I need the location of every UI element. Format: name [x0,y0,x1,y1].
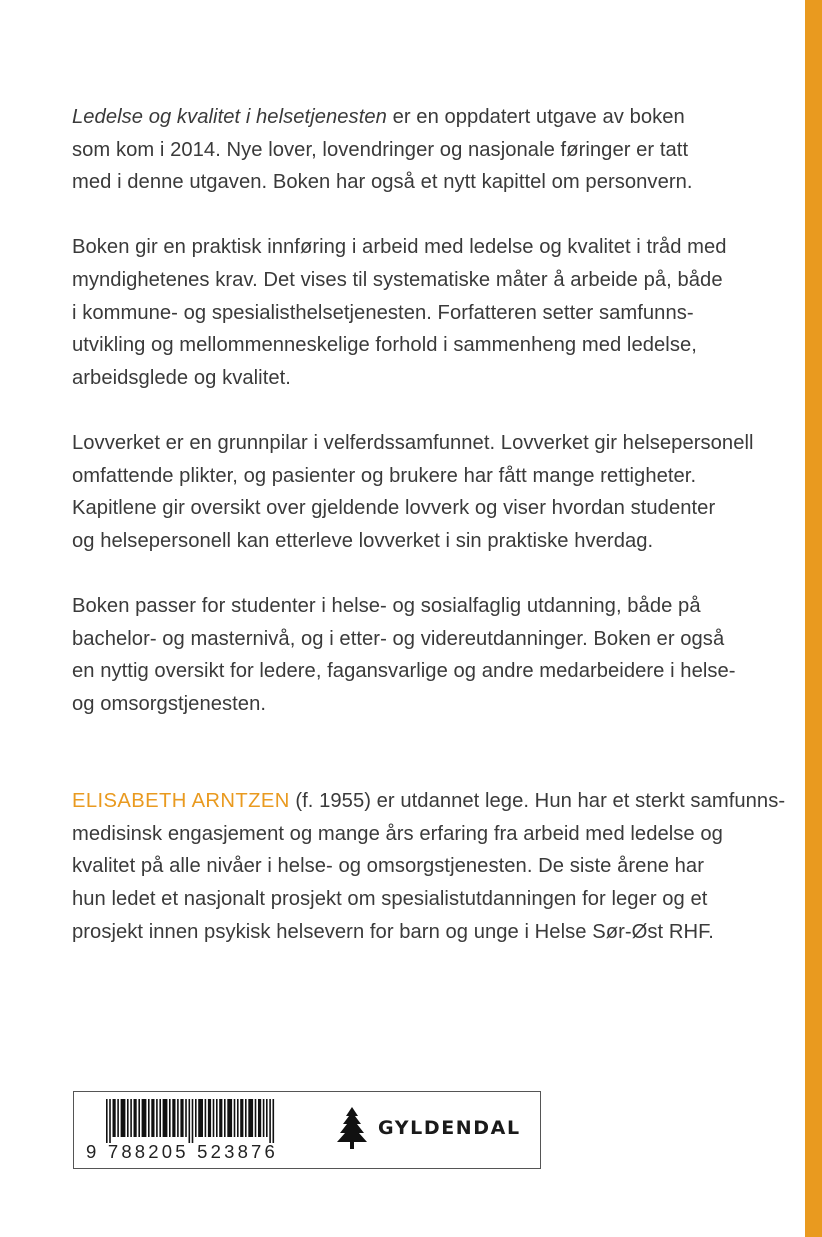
blurb-paragraph-3: Lovverket er en grunnpilar i velferdssamfunnet. Lovverket gir helsepersonell omfattende plikter, og pasienter og brukere har fått mange rettigheter. Kapitlene gir oversikt over gjeldende lovverk og viser hvordan studenter og helsepersonell kan etterleve lovverket i sin praktiske hverdag. [72,431,754,552]
book-title: Ledelse og kvalitet i helsetjenesten [72,106,387,128]
author-bio: ELISABETH ARNTZEN (f. 1955) er utdannet lege. Hun har et sterkt samfunns- medisinsk engasjement og mange års erfaring fra arbeid med ledelse og kvalitet på alle nivåer i helse- og omsorgstjenesten. De siste årene har hun ledet et nasjonalt prosjekt om spesialistutdanningen for leger og et prosjekt innen psykisk helsevern for barn og unge i Helse Sør-Øst RHF. [72,790,786,943]
isbn-number: 9 788205 523876 [86,1141,279,1162]
blurb-paragraph-2: Boken gir en praktisk innføring i arbeid med ledelse og kvalitet i tråd med myndighetenes krav. Det vises til systematiske måter å arbeide på, både i kommune- og spesialisthelsetjenesten. Forfatteren setter samfunns- utvikling og mellommenneskelige forhold i sammenheng med ledelse, arbeidsglede og kvalitet. [72,236,727,389]
isbn-barcode [106,1099,276,1143]
blurb-paragraph-1: Ledelse og kvalitet i helsetjenesten er en oppdatert utgave av boken som kom i 2014. Nye lover, lovendringer og nasjonale føringer er tatt med i denne utgaven. Boken har også et nytt kapittel om personvern. [72,106,693,194]
tree-icon [336,1107,368,1149]
back-cover-text [72,101,792,981]
publisher-logo [336,1107,521,1149]
author-name: ELISABETH ARNTZEN [72,790,290,813]
blurb-paragraph-4: Boken passer for studenter i helse- og sosialfaglig utdanning, både på bachelor- og masternivå, og i etter- og videreutdanninger. Boken er også en nyttig oversikt for ledere, fagansvarlige og andre medarbeidere i helse- og omsorgstjenesten. [72,594,736,715]
book-spine-edge [805,0,822,1237]
publisher-name: GYLDENDAL [378,1117,521,1139]
